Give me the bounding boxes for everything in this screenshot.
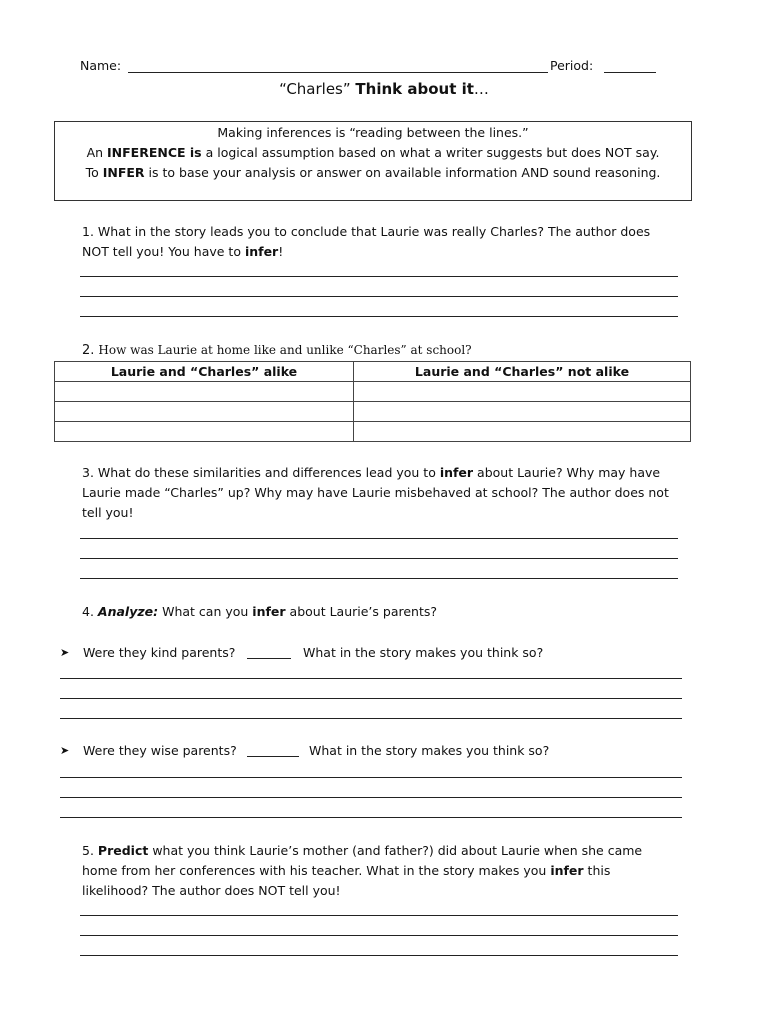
page-title bbox=[0, 80, 768, 98]
comparison-table bbox=[54, 361, 691, 442]
question-5-line-1: 5. Predict what you think Laurie’s mother (and father?) did about Laurie when she came bbox=[82, 843, 643, 858]
wise-answer-blank[interactable] bbox=[247, 756, 299, 757]
question-3-line-3: tell you! bbox=[82, 505, 134, 520]
term-infer: infer bbox=[439, 465, 474, 480]
question-2-text: How was Laurie at home like and unlike “Charles” at school? bbox=[98, 343, 472, 357]
table-cell[interactable] bbox=[354, 382, 691, 402]
question-4: 4. Analyze: What can you infer about Laurie’s parents? bbox=[82, 604, 438, 619]
answer-line[interactable] bbox=[80, 935, 678, 936]
question-3-line-2: Laurie made “Charles” up? Why may have Laurie misbehaved at school? The author does not bbox=[82, 485, 669, 500]
answer-line[interactable] bbox=[80, 955, 678, 956]
answer-line[interactable] bbox=[60, 698, 682, 699]
answer-line[interactable] bbox=[60, 797, 682, 798]
answer-line[interactable] bbox=[60, 817, 682, 818]
question-2 bbox=[82, 342, 472, 358]
arrow-bullet-icon: ➤ bbox=[60, 744, 70, 757]
name-blank[interactable] bbox=[128, 72, 548, 73]
answer-line[interactable] bbox=[80, 538, 678, 539]
table-cell[interactable] bbox=[55, 422, 354, 442]
title-ellipsis: … bbox=[473, 80, 489, 98]
title-heading: Think about it bbox=[355, 80, 474, 98]
column-header-alike: Laurie and “Charles” alike bbox=[55, 362, 354, 382]
term-infer: INFER bbox=[102, 165, 145, 180]
definition-line-3: To INFER is to base your analysis or answer on available information AND sound reasoning. bbox=[85, 165, 661, 180]
table-cell[interactable] bbox=[354, 402, 691, 422]
question-4-number: 4. bbox=[82, 604, 94, 619]
question-2-number: 2. bbox=[82, 343, 95, 358]
answer-line[interactable] bbox=[60, 678, 682, 679]
term-inference: INFERENCE is bbox=[107, 145, 202, 160]
term-infer: infer bbox=[550, 863, 584, 878]
answer-line[interactable] bbox=[80, 578, 678, 579]
question-4-label: Analyze: bbox=[97, 604, 159, 619]
title-story-name: “Charles” bbox=[279, 80, 351, 98]
question-5-line-2: home from her conferences with his teacher. What in the story makes you infer this bbox=[82, 863, 611, 878]
arrow-bullet-icon: ➤ bbox=[60, 646, 70, 659]
table-cell[interactable] bbox=[55, 382, 354, 402]
answer-line[interactable] bbox=[80, 915, 678, 916]
answer-line[interactable] bbox=[80, 316, 678, 317]
question-5-label: Predict bbox=[97, 843, 149, 858]
table-row bbox=[55, 422, 691, 442]
bullet-kind-question: Were they kind parents? bbox=[83, 645, 236, 660]
bullet-wise-question: Were they wise parents? bbox=[83, 743, 237, 758]
definition-line-2: An INFERENCE is a logical assumption based on what a writer suggests but does NOT say. bbox=[86, 145, 660, 160]
definition-line-1: Making inferences is “reading between the lines.” bbox=[217, 125, 529, 140]
definition-box bbox=[54, 121, 692, 201]
table-row bbox=[55, 402, 691, 422]
term-infer: infer bbox=[244, 244, 279, 259]
answer-line[interactable] bbox=[80, 296, 678, 297]
table-cell[interactable] bbox=[354, 422, 691, 442]
answer-line[interactable] bbox=[60, 777, 682, 778]
period-blank[interactable] bbox=[604, 72, 656, 73]
answer-line[interactable] bbox=[80, 558, 678, 559]
name-label: Name: bbox=[80, 58, 122, 73]
question-5-number: 5. bbox=[82, 843, 94, 858]
bullet-wise-followup: What in the story makes you think so? bbox=[309, 743, 550, 758]
question-3-line-1: 3. What do these similarities and differences lead you to infer about Laurie? Why may have bbox=[82, 465, 661, 480]
period-label: Period: bbox=[550, 58, 594, 73]
table-row bbox=[55, 382, 691, 402]
column-header-not-alike: Laurie and “Charles” not alike bbox=[354, 362, 691, 382]
table-cell[interactable] bbox=[55, 402, 354, 422]
question-5-line-3: likelihood? The author does NOT tell you! bbox=[82, 883, 341, 898]
question-1-line-1: 1. What in the story leads you to conclude that Laurie was really Charles? The author does bbox=[82, 224, 651, 239]
kind-answer-blank[interactable] bbox=[247, 658, 291, 659]
term-infer: infer bbox=[252, 604, 286, 619]
answer-line[interactable] bbox=[80, 276, 678, 277]
bullet-kind-followup: What in the story makes you think so? bbox=[303, 645, 544, 660]
answer-line[interactable] bbox=[60, 718, 682, 719]
question-1-line-2: NOT tell you! You have to infer! bbox=[82, 244, 284, 259]
